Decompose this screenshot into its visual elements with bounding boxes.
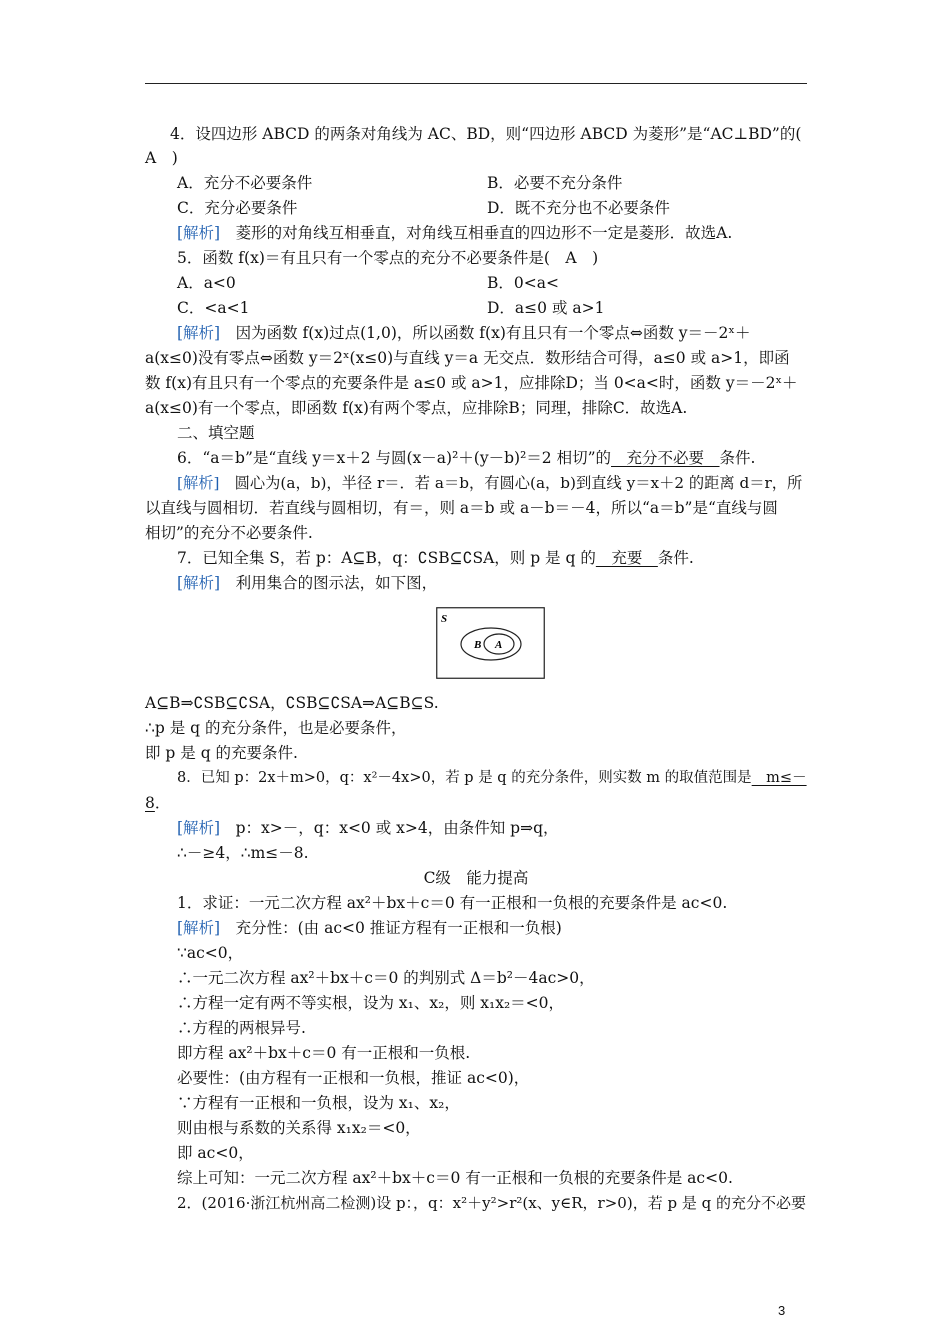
q7-line-2: ∴p 是 q 的充分条件，也是必要条件， bbox=[145, 719, 407, 737]
q4-solution bbox=[177, 222, 732, 244]
c1-line-7: ∵方程有一正根和一负根，设为 x₁、x₂， bbox=[177, 1094, 460, 1112]
venn-label-a: A bbox=[495, 639, 503, 651]
q7-stem bbox=[177, 547, 694, 569]
header-rule bbox=[145, 83, 807, 84]
c1-line-4: ∴方程的两根异号. bbox=[177, 1019, 306, 1037]
q5-solution-line-4: a(x≤0)有一个零点，即函数 f(x)有两个零点，应排除B；同理，排除C．故选A. bbox=[145, 399, 688, 417]
c1-line-2: ∴一元二次方程 ax²＋bx＋c＝0 的判别式 Δ＝b²－4ac>0， bbox=[177, 969, 595, 987]
venn-label-s: S bbox=[441, 613, 448, 625]
venn-label-b: B bbox=[474, 639, 482, 651]
q7-answer: 充要 bbox=[595, 549, 658, 567]
q8-solution bbox=[177, 817, 559, 839]
q4-option-a: A．充分不必要条件 bbox=[177, 174, 313, 192]
q5-option-b: B．0<a< bbox=[487, 274, 559, 292]
solution-text: 利用集合的图示法，如下图， bbox=[235, 574, 438, 592]
q4-answer-line: A ) bbox=[145, 149, 178, 167]
q4-option-b: B．必要不充分条件 bbox=[487, 174, 623, 192]
solution-label: [解析] bbox=[177, 574, 221, 592]
q7-solution bbox=[177, 572, 437, 594]
solution-label: [解析] bbox=[177, 474, 220, 492]
q8-answer-end: 8 bbox=[145, 794, 155, 812]
c1-line-6: 必要性：(由方程有一正根和一负根，推证 ac<0)， bbox=[177, 1069, 530, 1087]
solution-text: 菱形的对角线互相垂直，对角线互相垂直的四边形不一定是菱形．故选A. bbox=[235, 224, 733, 242]
solution-text: p：x>－，q：x<0 或 x>4，由条件知 p⇒q， bbox=[235, 819, 559, 837]
section-heading-fill-in: 二、填空题 bbox=[177, 424, 255, 442]
q8-text: 8．已知 p：2x＋m>0，q：x²－4x>0，若 p 是 q 的充分条件，则实数 m 的取值范围是 bbox=[177, 770, 752, 786]
solution-label: [解析] bbox=[177, 224, 221, 242]
q6-solution-line-1 bbox=[177, 472, 802, 494]
c2-stem: 2．(2016·浙江杭州高二检测)设 p：，q：x²＋y²>r²(x、y∈R，r>0)，若 p 是 q 的充分不必要 bbox=[177, 1194, 806, 1212]
c1-stem: 1．求证：一元二次方程 ax²＋bx＋c＝0 有一正根和一负根的充要条件是 ac<0. bbox=[177, 894, 728, 912]
q5-stem: 5．函数 f(x)＝有且只有一个零点的充分不必要条件是( A ) bbox=[177, 249, 599, 267]
set-b-ellipse bbox=[461, 628, 521, 660]
q6-solution-line-3: 相切”的充分不必要条件. bbox=[145, 524, 313, 542]
solution-label: [解析] bbox=[177, 819, 221, 837]
c1-line-1: ∵ac<0， bbox=[177, 944, 244, 962]
q8-text-end: ． bbox=[154, 794, 171, 812]
q5-solution-line-3: 数 f(x)有且只有一个零点的充要条件是 a≤0 或 a>1，应排除D；当 0<a<时，函数 y＝－2ˣ＋ bbox=[145, 374, 798, 392]
q7-text-end: 条件. bbox=[657, 549, 694, 567]
q8-stem bbox=[177, 767, 807, 789]
q6-solution-line-2: 以直线与圆相切．若直线与圆相切，有＝，则 a＝b 或 a－b＝－4，所以“a＝b”是“直线与圆 bbox=[145, 499, 778, 517]
c1-line-8: 则由根与系数的关系得 x₁x₂＝<0， bbox=[177, 1119, 421, 1137]
q5-solution-line-1 bbox=[177, 322, 750, 344]
q8-answer-continued bbox=[145, 792, 170, 814]
section-heading-level-c: C级 能力提高 bbox=[423, 869, 529, 887]
q7-line-1: A⊆B⇒∁SB⊆∁SA，∁SB⊆∁SA⇒A⊆B⊆S. bbox=[145, 694, 439, 712]
q7-line-3: 即 p 是 q 的充要条件. bbox=[145, 744, 298, 762]
q5-option-a: A．a<0 bbox=[177, 274, 236, 292]
solution-text: 圆心为(a，b)，半径 r＝．若 a＝b，有圆心(a，b)到直线 y＝x＋2 的距离 d＝r，所 bbox=[234, 474, 803, 492]
universal-set-box bbox=[437, 608, 545, 679]
q5-solution-line-2: a(x≤0)没有零点⇔函数 y＝2ˣ(x≤0)与直线 y＝a 无交点．数形结合可得，a≤0 或 a>1，即函 bbox=[145, 349, 790, 367]
c1-line-9: 即 ac<0， bbox=[177, 1144, 254, 1162]
q6-text-end: 条件. bbox=[719, 449, 756, 467]
q6-answer: 充分不必要 bbox=[611, 449, 720, 467]
solution-text: 充分性：(由 ac<0 推证方程有一正根和一负根) bbox=[235, 919, 562, 937]
q7-text: 7．已知全集 S，若 p：A⊆B，q：∁SB⊆∁SA，则 p 是 q 的 bbox=[177, 549, 596, 567]
c1-solution bbox=[177, 917, 562, 939]
solution-label: [解析] bbox=[177, 324, 221, 342]
q4-option-c: C．充分必要条件 bbox=[177, 199, 298, 217]
q6-stem bbox=[177, 447, 755, 469]
page-number: 3 bbox=[778, 1303, 786, 1318]
solution-label: [解析] bbox=[177, 919, 221, 937]
q4-stem: 4．设四边形 ABCD 的两条对角线为 AC、BD，则“四边形 ABCD 为菱形”是“AC⊥BD”的( bbox=[170, 125, 802, 143]
c1-line-5: 即方程 ax²＋bx＋c＝0 有一正根和一负根. bbox=[177, 1044, 471, 1062]
c1-line-3: ∴方程一定有两不等实根，设为 x₁、x₂，则 x₁x₂＝<0， bbox=[177, 994, 565, 1012]
q5-option-d: D．a≤0 或 a>1 bbox=[487, 299, 605, 317]
solution-text: 因为函数 f(x)过点(1,0)，所以函数 f(x)有且只有一个零点⇔函数 y＝－2ˣ＋ bbox=[235, 324, 751, 342]
q4-option-d: D．既不充分也不必要条件 bbox=[487, 199, 670, 217]
q8-line-2: ∴－≥4，∴m≤－8. bbox=[177, 844, 309, 862]
q6-text: 6．“a＝b”是“直线 y＝x＋2 与圆(x－a)²＋(y－b)²＝2 相切”的 bbox=[177, 449, 612, 467]
venn-diagram bbox=[436, 607, 545, 679]
q8-answer: m≤－ bbox=[751, 770, 807, 786]
q5-option-c: C．<a<1 bbox=[177, 299, 250, 317]
c1-line-10: 综上可知：一元二次方程 ax²＋bx＋c＝0 有一正根和一负根的充要条件是 ac<0. bbox=[177, 1169, 733, 1187]
